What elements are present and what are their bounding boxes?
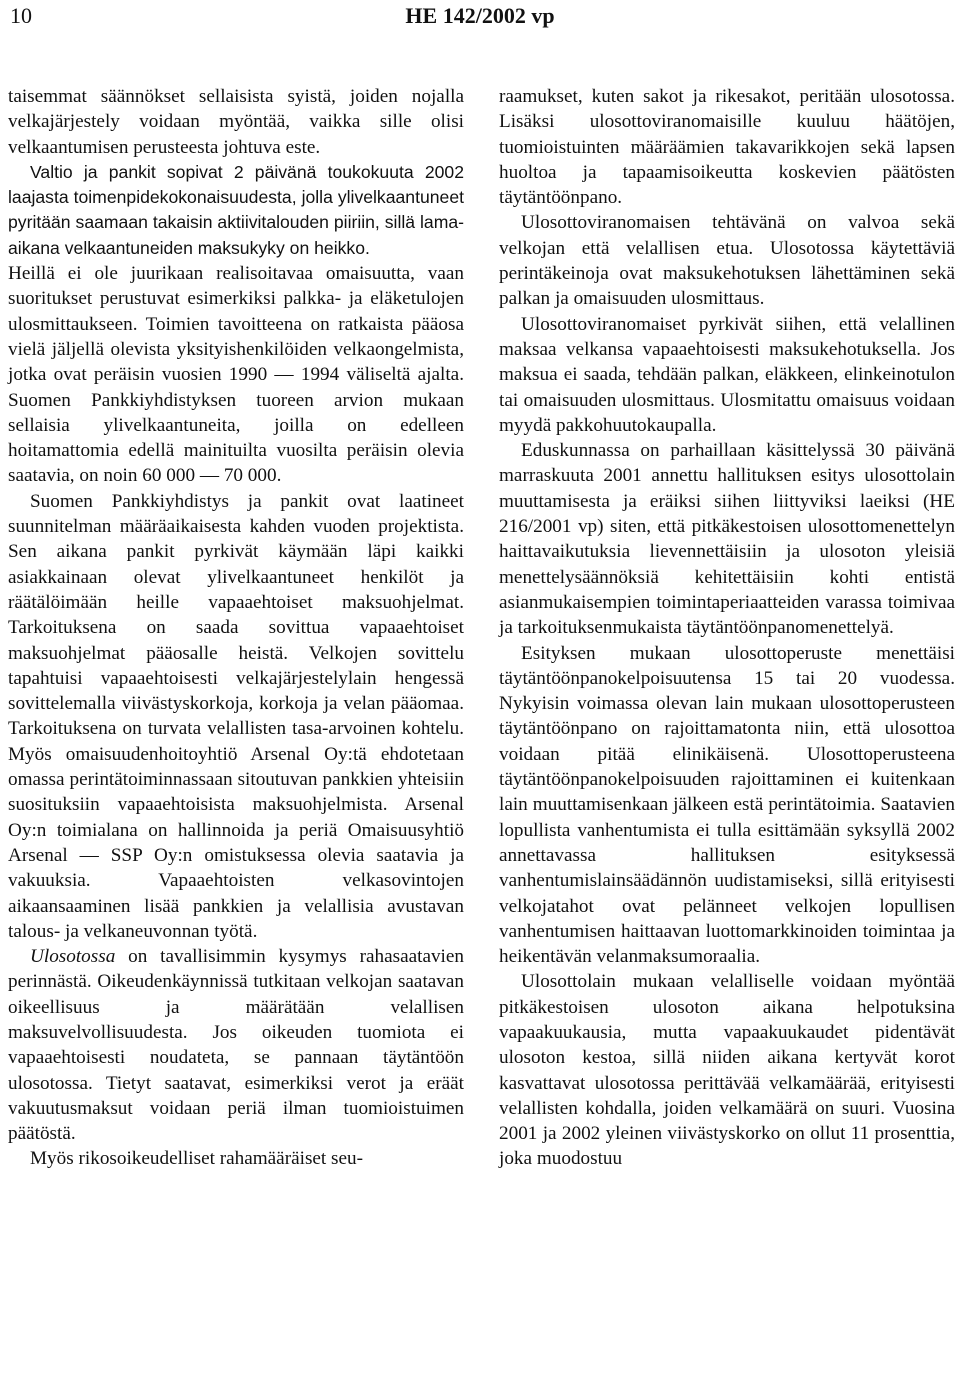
right-column: [499, 84, 955, 1172]
page-header: [0, 0, 960, 40]
document-id: HE 142/2002 vp: [405, 3, 555, 28]
page-number: 10: [10, 3, 32, 28]
paragraph: Ulosottolain mukaan velalliselle voidaan myöntää pitkäkestoisen ulosoton aikana helpotuksina vapaakuukausia, mutta vapaakuukaudet pidentävät ulosoton kestoa, sillä niiden aikana kertyvät korot kasvattavat ulosotossa perittävää velkamäärää, erityisesti velallisten kohdalla, joiden velkamäärä on suuri. Vuosina 2001 ja 2002 yleinen viivästyskorko on ollut 11 prosenttia, joka muodostuu: [499, 971, 955, 1170]
left-column: [8, 84, 464, 1172]
paragraph: taisemmat säännökset sellaisista syistä, joiden nojalla velkajärjestely voidaan myöntää, vaikka sille olisi velkaantumisen perusteesta johtuva este.: [8, 86, 464, 158]
paragraph: Valtio ja pankit sopivat 2 päivänä toukokuuta 2002 laajasta toimenpidekokonaisuudesta, jolla ylivelkaantuneet pyritään saamaan takaisin aktiivitalouden piiriin, sillä lama-aikana velkaantuneiden maksukyky on heikko.: [8, 161, 464, 258]
paragraph: Eduskunnassa on parhaillaan käsittelyssä 30 päivänä marraskuuta 2001 annettu hallituksen esitys ulosottolain muuttamisesta ja eräiksi siihen liittyviksi laeiksi (HE 216/2001 vp) siten, että pitkäkestoisen ulosottomenettelyn haittavaikutuksia lievennettäisiin ja ulosoton yleisiä menettelysäännöksiä kehitettäisiin kohti entistä asianmukaisempien toimintaperiaatteiden varassa toimivaa ja tarkoituksenmukaista täytäntöönpanomenettelyä.: [499, 440, 955, 639]
paragraph: Heillä ei ole juurikaan realisoitavaa omaisuutta, vaan suoritukset perustuvat esimerkiksi palkka- ja eläketulojen ulosmittaukseen. Toimien tavoitteena on ratkaista pääosa vielä jäljellä olevista yksityishenkilöiden velkaongelmista, jotka ovat peräisin vuosien 1990 — 1994 väliseltä ajalta. Suomen Pankkiyhdistyksen tuoreen arvion mukaan sellaisia ylivelkaantuneita, joilla on edelleen hoitamattomia edellä mainituilta vuosilta peräisin olevia saatavia, on noin 60 000 — 70 000.: [8, 263, 464, 487]
paragraph: raamukset, kuten sakot ja rikesakot, peritään ulosotossa. Lisäksi ulosottoviranomaisille kuuluu häätöjen, tuomioistuinten määräämien takavarikkojen sekä lapsen huoltoa ja tapaamisoikeutta koskevien päätösten täytäntöönpano.: [499, 86, 955, 209]
paragraph: Ulosottoviranomaiset pyrkivät siihen, että velallinen maksaa velkansa vapaaehtoisesti maksukehotuksella. Jos maksua ei saada, tehdään palkan, eläkkeen, elinkeinotulon tai omaisuuden ulosmittaus. Ulosmitattu omaisuus voidaan myydä pakkohuutokaupalla.: [499, 313, 955, 436]
paragraph: [8, 944, 464, 1146]
paragraph: Esityksen mukaan ulosottoperuste menettäisi täytäntöönpanokelpoisuutensa 15 tai 20 vuodessa. Nykyisin voimassa olevan lain mukaan ulosottoperusteen täytäntöönpano on rajoittamatonta niin, että ulosottoa voidaan pitää elinikäisenä. Ulosottoperusteena täytäntöönpanokelpoisuuden rajoittaminen ei kuitenkaan lain muuttamisenkaan jälkeen estä perintätoimia. Saatavien lopullista vanhentumista ei tulla esittämään syksyllä 2002 annettavassa hallituksen esityksessä vanhentumislainsäädännön uudistamiseksi, sillä erityisesti velkojatahot ovat pelänneet velkojen lopullisen vanhentumisen haittaavan luottomarkkinoiden toimintaa ja heikentävän velanmaksumoraalia.: [499, 642, 955, 968]
paragraph: Myös rikosoikeudelliset rahamääräiset seu-: [30, 1148, 364, 1170]
paragraph: Ulosottoviranomaisen tehtävänä on valvoa sekä velkojan että velallisen etua. Ulosotossa käytettäviä perintäkeinoja ovat maksukehotuksen lähettäminen sekä palkan ja omaisuuden ulosmittaus.: [499, 212, 955, 310]
paragraph: Suomen Pankkiyhdistys ja pankit ovat laatineet suunnitelman määräaikaisesta kahden vuoden projektista. Sen aikana pankit pyrkivät käymään läpi kaikki asiakkainaan olevat ylivelkaantuneet henkilöt ja räätälöimään heille vapaaehtoiset maksuohjelmat. Tarkoituksena on saada sovittua vapaaehtoiset maksuohjelmat pääosalle heistä. Velkojen sovittelu tapahtuisi vapaaehtoisesti velkajärjestelylain hengessä sovittelemalla viivästyskorkoja, korkoja ja velan pääomaa. Tarkoituksena on turvata velallisten tasa-arvoinen kohtelu. Myös omaisuudenhoitoyhtiö Arsenal Oy:tä ehdotetaan omassa perintätoiminnassaan sitoutuvan pankkien yhteisiin suosituksiin vapaaehtoisista maksuohjelmista. Arsenal Oy:n toimialana on hallinnoida ja periä Omaisuusyhtiö Arsenal — SSP Oy:n omistuksessa olevia saatavia ja vakuuksia. Vapaaehtoisten velkasovintojen aikaansaaminen lisää pankkien ja velallisia avustavan talous- ja velkaneuvonnan työtä.: [8, 490, 464, 942]
paragraph-text: on tavallisimmin kysymys rahasaatavien perinnästä. Oikeudenkäynnissä tutkitaan velkojan saatavan oikeellisuus ja määrätään velallisen maksuvelvollisuudesta. Jos oikeuden tuomiota ei vapaaehtoisesti noudateta, se pannaan täytäntöön ulosotossa. Tietyt saatavat, esimerkiksi verot ja eräät vakuutusmaksut voidaan periä ilman tuomioistuimen päätöstä.: [8, 946, 464, 1145]
italic-term: Ulosotossa: [30, 946, 116, 968]
